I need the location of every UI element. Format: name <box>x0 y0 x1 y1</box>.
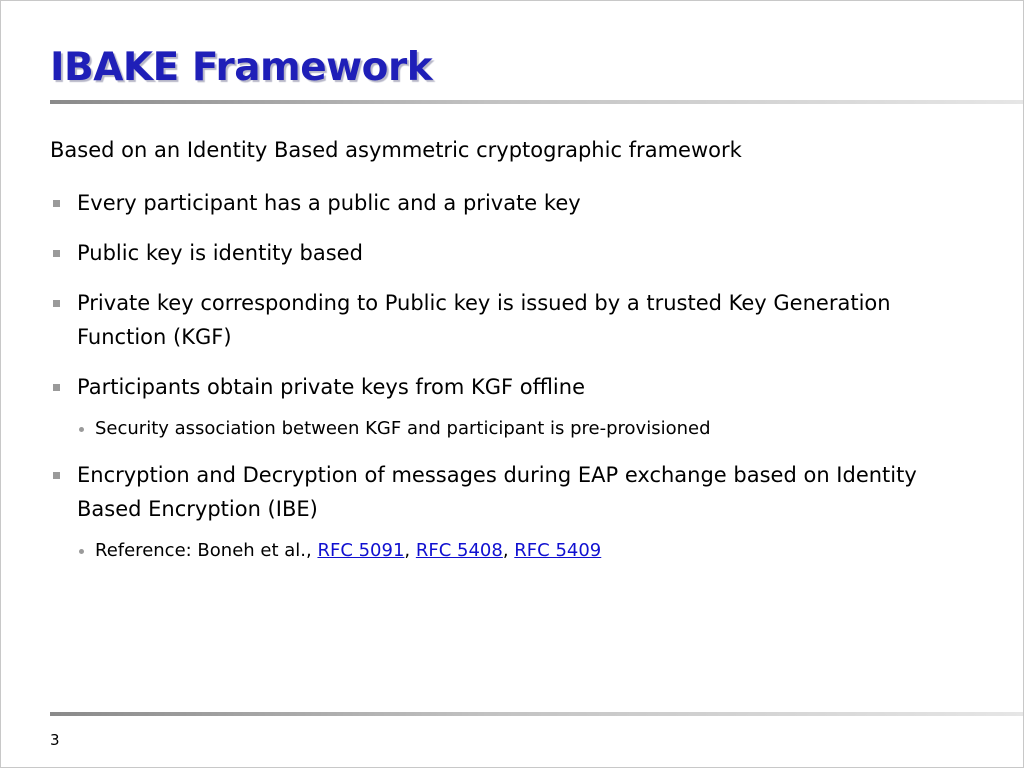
sub-bullet-text: Security association between KGF and participant is pre-provisioned <box>95 418 711 439</box>
bullet-item <box>50 236 970 270</box>
rfc-5408-link[interactable]: RFC 5408 <box>415 540 503 561</box>
slide-title: IBAKE Framework <box>50 45 433 90</box>
sub-bullet-item <box>50 538 970 564</box>
bullet-item <box>50 286 970 354</box>
footer-divider <box>50 712 1024 716</box>
link-separator: , <box>404 540 416 561</box>
bullet-item <box>50 186 970 220</box>
square-bullet-icon <box>53 200 60 207</box>
dot-bullet-icon <box>79 549 84 554</box>
title-divider <box>50 100 1024 104</box>
sub-bullet-item <box>50 416 970 442</box>
square-bullet-icon <box>53 250 60 257</box>
dot-bullet-icon <box>79 427 84 432</box>
rfc-5091-link[interactable]: RFC 5091 <box>317 540 405 561</box>
bullet-text: Private key corresponding to Public key is issued by a trusted Key Generation Function (KGF) <box>77 291 891 349</box>
bullet-text: Public key is identity based <box>77 241 363 265</box>
link-separator: , <box>502 540 515 561</box>
square-bullet-icon <box>53 472 60 479</box>
reference-prefix: Reference: Boneh et al., <box>95 540 318 561</box>
bullet-text: Participants obtain private keys from KGF offline <box>77 375 585 399</box>
page-number: 3 <box>50 731 60 749</box>
bullet-text: Every participant has a public and a private key <box>77 191 581 215</box>
bullet-item <box>50 458 970 526</box>
bullet-text: Encryption and Decryption of messages during EAP exchange based on Identity Based Encryption (IBE) <box>77 463 917 521</box>
square-bullet-icon <box>53 300 60 307</box>
bullet-item <box>50 370 970 404</box>
intro-text: Based on an Identity Based asymmetric cryptographic framework <box>50 138 742 162</box>
square-bullet-icon <box>53 384 60 391</box>
slide-body <box>50 135 970 580</box>
rfc-5409-link[interactable]: RFC 5409 <box>514 540 602 561</box>
